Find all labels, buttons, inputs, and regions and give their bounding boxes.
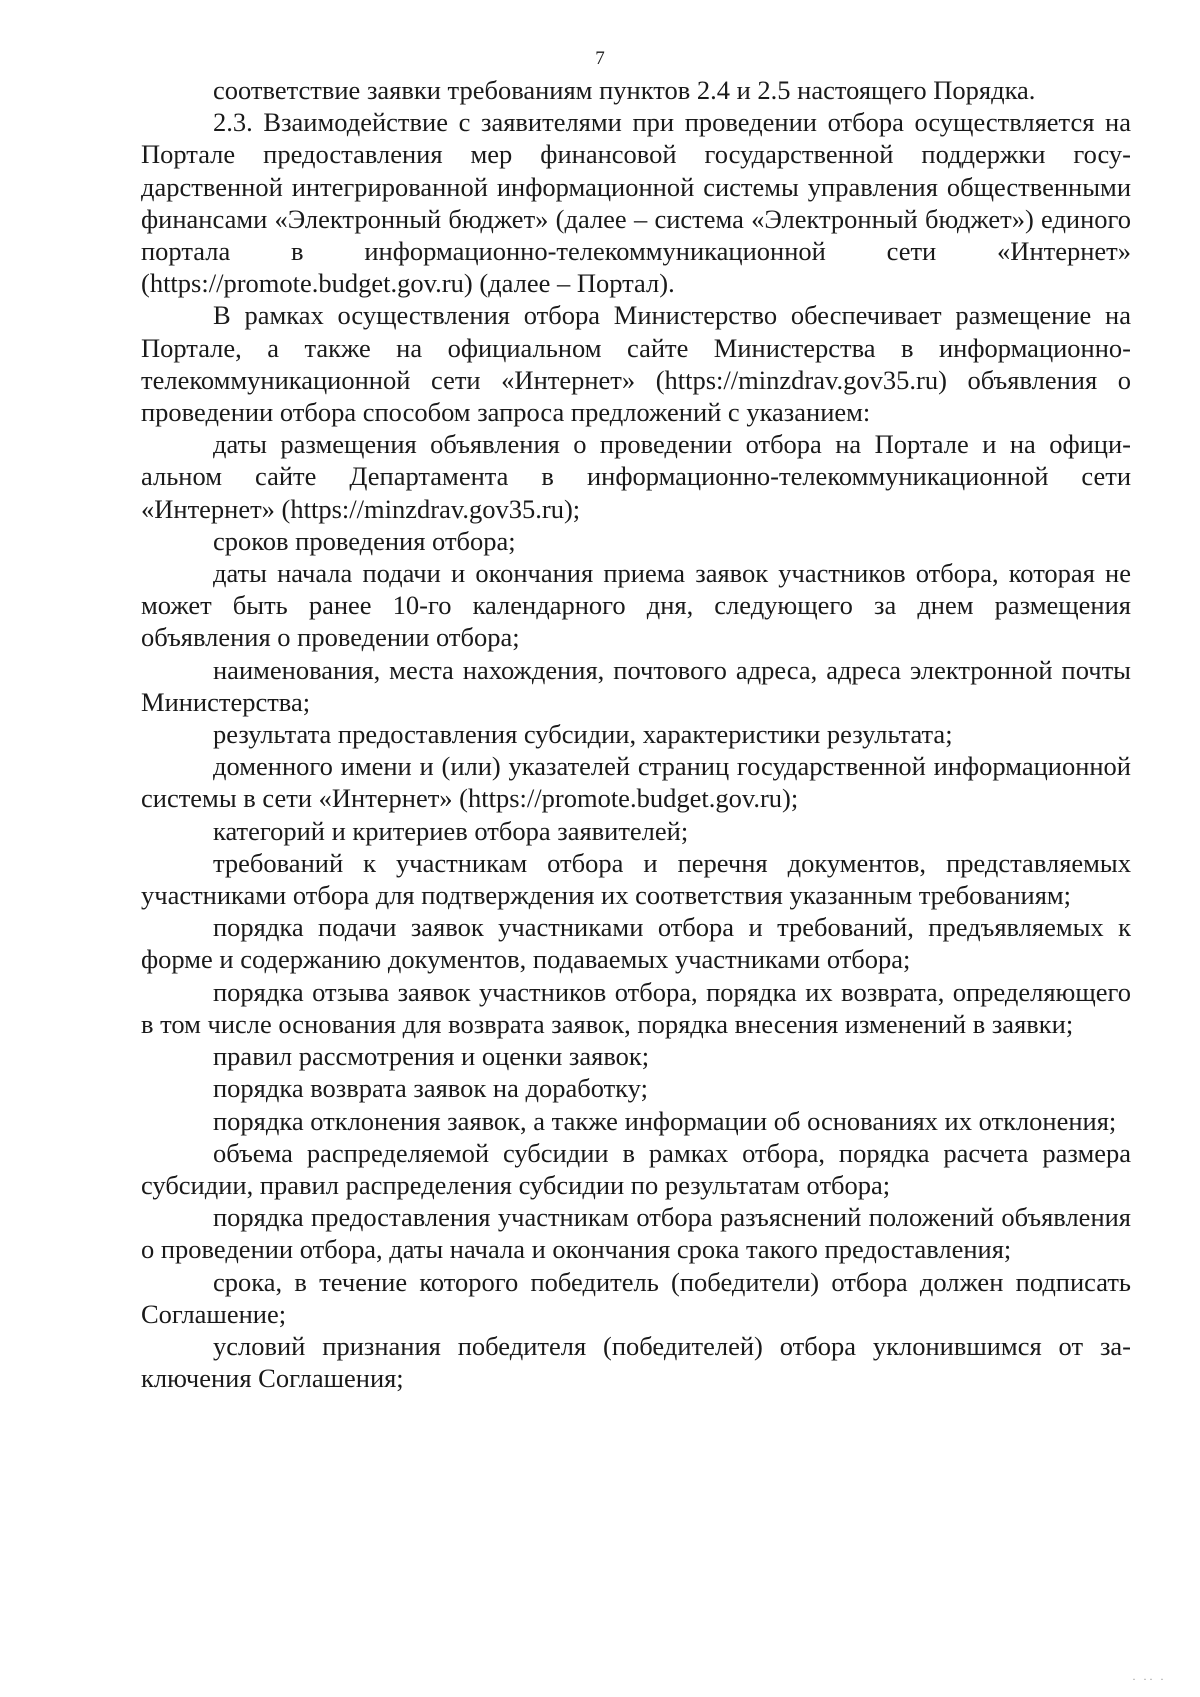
- list-item-17: условий признания победителя (победителей) отбора уклонившимся от заключения Соглашения;: [141, 1330, 1131, 1394]
- list-item-13: порядка отклонения заявок, а также информации об основаниях их отклонения;: [213, 1105, 1117, 1136]
- list-item-12: порядка возврата заявок на доработку;: [213, 1073, 648, 1104]
- list-item-10: порядка отзыва заявок участников отбора, порядка их возврата, определяющего в том числе основания для возврата заявок, порядка внесения изменений в заявки;: [141, 976, 1131, 1039]
- list-item-6: доменного имени и (или) указателей страниц государственной информационной системы в сети «Интернет» (https://promote.budget.gov.ru);: [141, 751, 1131, 814]
- page-number: 7: [595, 48, 605, 69]
- document-body: [141, 74, 1131, 1394]
- list-item-5: результата предоставления субсидии, характеристики результата;: [213, 719, 953, 750]
- list-item-8: требований к участникам отбора и перечня документов, представляемых участниками отбора для подтверждения их соответствия указанным требованиям;: [141, 847, 1131, 911]
- list-item-16: срока, в течение которого победитель (победители) отбора должен подписать Соглашение;: [141, 1266, 1131, 1329]
- list-item-9: порядка подачи заявок участниками отбора и требований, предъявляемых к форме и содержанию документов, подаваемых участниками отбора;: [141, 912, 1131, 975]
- list-item-1: даты размещения объявления о проведении отбора на Портале и на официальном сайте Департамента в информационно-телекоммуникационной сети «Интернет» (https://minzdrav.gov35.ru);: [141, 429, 1131, 524]
- paragraph-2: 2.3. Взаимодействие с заявителями при проведении отбора осуществляется на Портале предоставления мер финансовой государственной поддержки государственной интегрированной информационной системы управления общественными финансами «Электронный бюджет» (далее – система «Электронный бюджет») единого портала в информационно-телекоммуникационной сети «Интернет» (https://promote.budget.gov.ru) (далее – Портал).: [141, 107, 1131, 299]
- list-item-14: объема распределяемой субсидии в рамках отбора, порядка расчета размера субсидии, правил распределения субсидии по результатам отбора;: [141, 1137, 1131, 1200]
- list-item-2: сроков проведения отбора;: [213, 525, 516, 556]
- list-item-4: наименования, места нахождения, почтового адреса, адреса электронной почты Министерства;: [141, 654, 1131, 717]
- paragraph-1: соответствие заявки требованиям пунктов 2.4 и 2.5 настоящего Порядка.: [213, 75, 1036, 105]
- list-item-11: правил рассмотрения и оценки заявок;: [213, 1041, 650, 1072]
- list-item-3: даты начала подачи и окончания приема заявок участников отбора, которая не может быть ранее 10-го календарного дня, следующего за днем размещения объявления о проведении отбора;: [141, 558, 1131, 653]
- list-item-15: порядка предоставления участникам отбора разъяснений положений объявления о проведении отбора, даты начала и окончания срока такого предоставления;: [141, 1202, 1131, 1265]
- paragraph-3: В рамках осуществления отбора Министерство обеспечивает размещение на Портале, а также на официальном сайте Министерства в информационно-телекоммуникационной сети «Интернет» (https://minzdrav.gov35.ru) объявления о проведении отбора способом запроса предложений с указанием:: [141, 300, 1131, 428]
- scan-artifact-mark: · ·· ·: [1132, 1672, 1166, 1686]
- list-item-7: категорий и критериев отбора заявителей;: [213, 815, 689, 846]
